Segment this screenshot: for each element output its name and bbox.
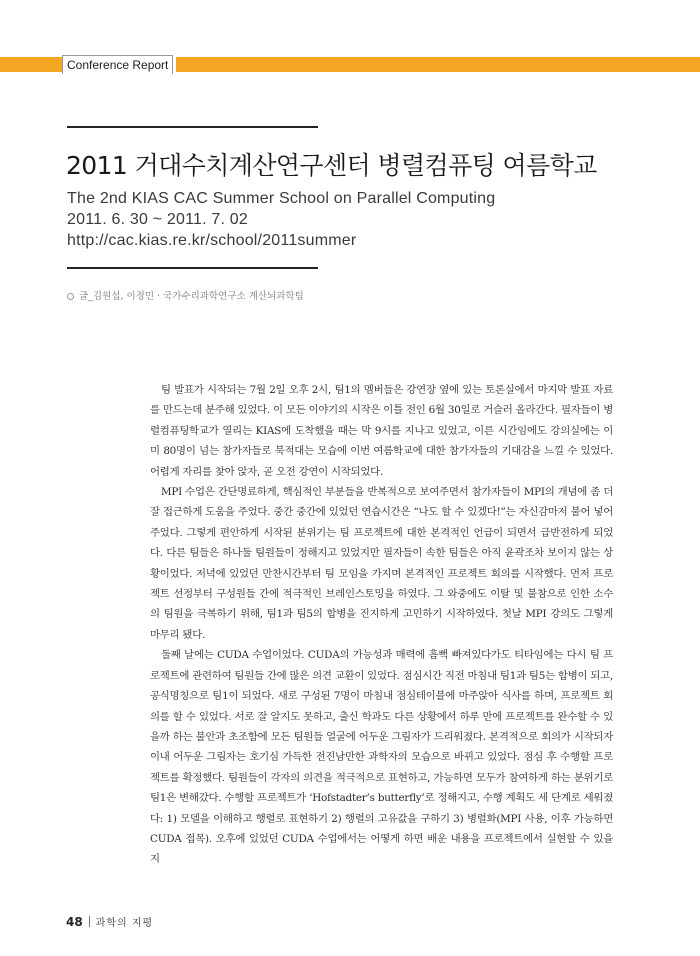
byline: [67, 288, 304, 302]
title-top-rule: [67, 126, 318, 128]
article-title: 2011 거대수치계산연구센터 병렬컴퓨팅 여름학교: [66, 151, 597, 180]
article-subtitle-en: The 2nd KIAS CAC Summer School on Parallel Computing: [67, 190, 496, 207]
header-accent-bar-right: [176, 57, 700, 72]
section-label: Conference Report: [62, 55, 173, 74]
title-bottom-rule: [67, 267, 318, 269]
page-footer: [66, 911, 153, 930]
event-url: http://cac.kias.re.kr/school/2011summer: [67, 232, 357, 249]
circle-bullet-icon: [67, 293, 74, 300]
footer-separator: [89, 916, 90, 927]
article-body: [150, 380, 613, 870]
body-paragraph: 둘째 날에는 CUDA 수업이었다. CUDA의 가능성과 매력에 흠뻑 빠져있다가도 티타임에는 다시 팀 프로젝트에 관련하여 팀원들 간에 많은 의견 교환이 있었다. 점심시간 직전 마침내 팀1과 팀5는 합병이 되고, 공식명칭으로 팀1이 되었다. 새로 구성된 7명이 마침내 점심테이블에 마주앉아 식사를 하며, 프로젝트 회의를 할 수 있었다. 서로 잘 알지도 못하고, 출신 학과도 다른 상황에서 하루 만에 프로젝트를 완수할 수 있을까 하는 불안과 초조함에 모든 팀원들 얼굴에 어두운 그림자가 드리워졌다. 본격적으로 회의가 시작되자 이내 어두운 그림자는 호기심 가득한 전진남만한 과학자의 모습으로 바뀌고 있었다. 점심 후 수행할 프로젝트를 확정했다. 팀원들이 각자의 의견을 적극적으로 표현하고, 가능하면 모두가 참여하게 하는 분위기로 팀1은 변해갔다. 수행할 프로젝트가 ‘Hofstadter’s butterfly’로 정해지고, 수행 계획도 세 단계로 세워졌다: 1) 모델을 이해하고 행렬로 표현하기 2) 행렬의 고유값을 구하기 3) 병렬화(MPI 사용, 이후 가능하면 CUDA 접목). 오후에 있었던 CUDA 수업에서는 어떻게 하면 배운 내용을 프로젝트에서 실현할 수 있을 지: [150, 649, 613, 866]
event-dates: 2011. 6. 30 ~ 2011. 7. 02: [67, 211, 248, 228]
publication-name: 과학의 지평: [95, 918, 154, 929]
page-number: 48: [66, 915, 83, 929]
body-paragraph: MPI 수업은 간단명료하게, 핵심적인 부분들을 반복적으로 보여주면서 참가자들이 MPI의 개념에 좀 더 잘 접근하게 도움을 주었다. 중간 중간에 있었던 연습시간은 “나도 할 수 있겠다!”는 자신감마저 불어 넣어 주었다. 그렇게 편안하게 시작된 분위기는 팀 프로젝트에 대한 본격적인 언급이 되면서 급반전하게 되었다. 다른 팀들은 하나둘 팀원들이 정해지고 있었지만 필자들이 속한 팀들은 아직 윤곽조차 보이지 않는 상황이었다. 저녁에 있었던 만찬시간부터 팀 모임을 가지며 본격적인 프로젝트 회의를 시작했다. 먼저 프로젝트 선정부터 구성원들 간에 적극적인 브레인스토밍을 하였다. 그 와중에도 이탈 및 불참으로 인한 소수의 팀원을 극복하기 위해, 팀1과 팀5의 합병을 진지하게 고민하기 시작하였다. 첫날 MPI 강의도 그렇게 마무리 됐다.: [150, 486, 613, 641]
header-accent-bar-left: [0, 57, 62, 72]
byline-text: 글_김원섭, 이정민 · 국가수리과학연구소 계산뇌과학팀: [79, 291, 304, 302]
body-paragraph: 팀 발표가 시작되는 7월 2일 오후 2시, 팀1의 멤버들은 강연장 옆에 있는 토론실에서 마지막 발표 자료를 만드는데 분주해 있었다. 이 모든 이야기의 시작은 이틀 전인 6월 30일로 거슬러 올라간다. 필자들이 병렬컴퓨팅학교가 열리는 KIAS에 도착했을 때는 막 9시를 지나고 있었고, 이른 시간임에도 강의실에는 이미 80명이 넘는 참가자들로 북적대는 모습에 이번 여름학교에 대한 참가자들의 기대감을 느낄 수 있었다. 어렵게 자리를 찾아 앉자, 곧 오전 강연이 시작되었다.: [150, 384, 613, 478]
